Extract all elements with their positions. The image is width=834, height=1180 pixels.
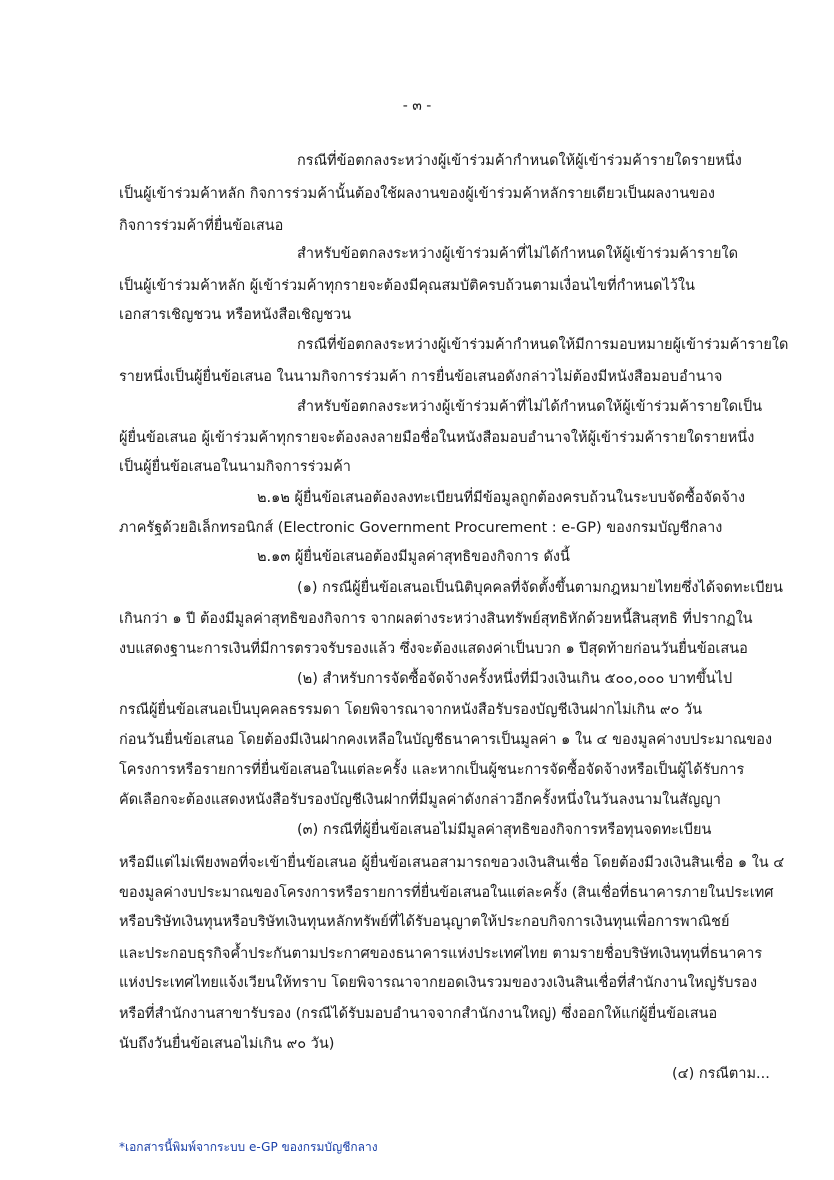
continuation-marker: (๔) กรณีตาม... bbox=[672, 1066, 770, 1082]
text-line: นับถึงวันยื่นข้อเสนอไม่เกิน ๙๐ วัน) bbox=[119, 1036, 335, 1052]
page-number: - ๓ - bbox=[402, 98, 432, 114]
text-line: รายหนึ่งเป็นผู้ยื่นข้อเสนอ ในนามกิจการร่วมค้า การยื่นข้อเสนอดังกล่าวไม่ต้องมีหนังสือมอบอำนาจ bbox=[119, 369, 723, 385]
text-line: แห่งประเทศไทยแจ้งเวียนให้ทราบ โดยพิจารณาจากยอดเงินรวมของวงเงินสินเชื่อที่สำนักงานใหญ่รับรอง bbox=[119, 975, 758, 991]
text-line: (๑) กรณีผู้ยื่นข้อเสนอเป็นนิติบุคคลที่จัดตั้งขึ้นตามกฎหมายไทยซึ่งได้จดทะเบียน bbox=[297, 580, 783, 596]
text-line: กรณีที่ข้อตกลงระหว่างผู้เข้าร่วมค้ากำหนดให้มีการมอบหมายผู้เข้าร่วมค้ารายใด bbox=[297, 337, 789, 353]
text-line: งบแสดงฐานะการเงินที่มีการตรวจรับรองแล้ว ซึ่งจะต้องแสดงค่าเป็นบวก ๑ ปีสุดท้ายก่อนวันยื่นข้อเสนอ bbox=[119, 641, 748, 657]
text-line: โครงการหรือรายการที่ยื่นข้อเสนอในแต่ละครั้ง และหากเป็นผู้ชนะการจัดซื้อจัดจ้างหรือเป็นผู้ได้รับการ bbox=[119, 762, 745, 778]
text-line: (๓) กรณีที่ผู้ยื่นข้อเสนอไม่มีมูลค่าสุทธิของกิจการหรือทุนจดทะเบียน bbox=[297, 822, 712, 838]
text-line: สำหรับข้อตกลงระหว่างผู้เข้าร่วมค้าที่ไม่ได้กำหนดให้ผู้เข้าร่วมค้ารายใดเป็น bbox=[297, 399, 763, 415]
text-line: และประกอบธุรกิจค้ำประกันตามประกาศของธนาคารแห่งประเทศไทย ตามรายชื่อบริษัทเงินทุนที่ธนาคาร bbox=[119, 946, 763, 962]
text-line: ภาครัฐด้วยอิเล็กทรอนิกส์ (Electronic Government Procurement : e-GP) ของกรมบัญชีกลาง bbox=[119, 520, 723, 536]
text-line: เอกสารเชิญชวน หรือหนังสือเชิญชวน bbox=[119, 307, 352, 323]
text-line: หรือบริษัทเงินทุนหรือบริษัทเงินทุนหลักทรัพย์ที่ได้รับอนุญาตให้ประกอบกิจการเงินทุนเพื่อการพาณิชย์ bbox=[119, 914, 730, 930]
text-line: กรณีที่ข้อตกลงระหว่างผู้เข้าร่วมค้ากำหนดให้ผู้เข้าร่วมค้ารายใดรายหนึ่ง bbox=[297, 153, 742, 169]
text-line: ๒.๑๒ ผู้ยื่นข้อเสนอต้องลงทะเบียนที่มีข้อมูลถูกต้องครบถ้วนในระบบจัดซื้อจัดจ้าง bbox=[257, 490, 746, 506]
text-line: ๒.๑๓ ผู้ยื่นข้อเสนอต้องมีมูลค่าสุทธิของกิจการ ดังนี้ bbox=[257, 549, 570, 565]
text-line: เป็นผู้เข้าร่วมค้าหลัก ผู้เข้าร่วมค้าทุกรายจะต้องมีคุณสมบัติครบถ้วนตามเงื่อนไขที่กำหนดไว้ใน bbox=[119, 278, 695, 294]
text-line: เป็นผู้เข้าร่วมค้าหลัก กิจการร่วมค้านั้นต้องใช้ผลงานของผู้เข้าร่วมค้าหลักรายเดียวเป็นผลงานของ bbox=[119, 186, 716, 202]
text-line: (๒) สำหรับการจัดซื้อจัดจ้างครั้งหนึ่งที่มีวงเงินเกิน ๕๐๐,๐๐๐ บาทขึ้นไป bbox=[297, 671, 733, 687]
text-line: คัดเลือกจะต้องแสดงหนังสือรับรองบัญชีเงินฝากที่มีมูลค่าดังกล่าวอีกครั้งหนึ่งในวันลงนามในสัญญา bbox=[119, 792, 721, 808]
text-line: กิจการร่วมค้าที่ยื่นข้อเสนอ bbox=[119, 218, 284, 234]
footer-note: *เอกสารนี้พิมพ์จากระบบ e-GP ของกรมบัญชีกลาง bbox=[119, 1140, 378, 1154]
text-line: ก่อนวันยื่นข้อเสนอ โดยต้องมีเงินฝากคงเหลือในบัญชีธนาคารเป็นมูลค่า ๑ ใน ๔ ของมูลค่างบประมาณของ bbox=[119, 732, 773, 748]
text-line: ผู้ยื่นข้อเสนอ ผู้เข้าร่วมค้าทุกรายจะต้องลงลายมือชื่อในหนังสือมอบอำนาจให้ผู้เข้าร่วมค้ารายใดรายหนึ่ง bbox=[119, 430, 755, 446]
text-line: ของมูลค่างบประมาณของโครงการหรือรายการที่ยื่นข้อเสนอในแต่ละครั้ง (สินเชื่อที่ธนาคารภายในประเทศ bbox=[119, 885, 774, 901]
text-line: หรือที่สำนักงานสาขารับรอง (กรณีได้รับมอบอำนาจจากสำนักงานใหญ่) ซึ่งออกให้แก่ผู้ยื่นข้อเสนอ bbox=[119, 1006, 718, 1022]
text-line: เป็นผู้ยื่นข้อเสนอในนามกิจการร่วมค้า bbox=[119, 459, 351, 475]
text-line: กรณีผู้ยื่นข้อเสนอเป็นบุคคลธรรมดา โดยพิจารณาจากหนังสือรับรองบัญชีเงินฝากไม่เกิน ๙๐ วัน bbox=[119, 702, 703, 718]
text-line: หรือมีแต่ไม่เพียงพอที่จะเข้ายื่นข้อเสนอ ผู้ยื่นข้อเสนอสามารถขอวงเงินสินเชื่อ โดยต้องมีวงเงินสินเชื่อ ๑ ใน ๔ bbox=[119, 855, 785, 871]
text-line: สำหรับข้อตกลงระหว่างผู้เข้าร่วมค้าที่ไม่ได้กำหนดให้ผู้เข้าร่วมค้ารายใด bbox=[297, 246, 738, 262]
text-line: เกินกว่า ๑ ปี ต้องมีมูลค่าสุทธิของกิจการ จากผลต่างระหว่างสินทรัพย์สุทธิหักด้วยหนี้สินสุทธิ ที่ปรากฏใน bbox=[119, 611, 753, 627]
